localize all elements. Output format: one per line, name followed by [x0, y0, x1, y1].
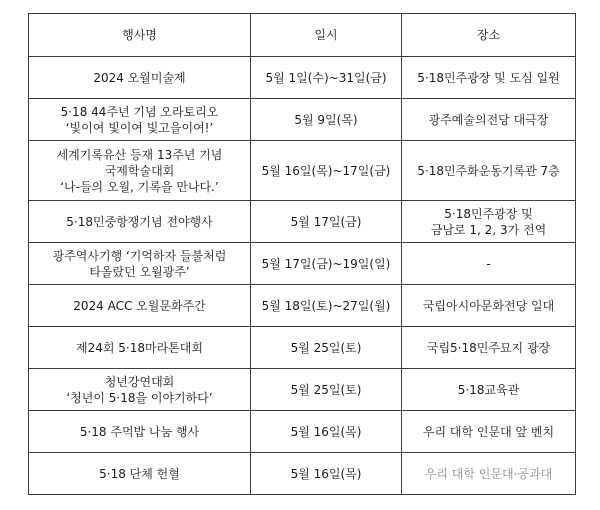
event-place-cell — [402, 327, 576, 369]
event-name-line: 5·18 44주년 기념 오라토리오 — [60, 104, 219, 119]
event-place-line: 광주예술의전당 대극장 — [428, 112, 549, 127]
table-row — [29, 411, 576, 453]
table-row — [29, 201, 576, 243]
table-header-row — [29, 14, 576, 57]
event-name-line: 2024 오월미술제 — [93, 70, 186, 85]
event-name-cell — [29, 57, 251, 99]
event-date-cell: 5월 16일(목)~17일(금) — [251, 141, 402, 201]
event-name-cell — [29, 141, 251, 201]
event-name-line: ‘청년이 5·18을 이야기하다’ — [66, 390, 213, 405]
event-place-cell — [402, 141, 576, 201]
event-name-line: 세계기록유산 등재 13주년 기념 — [56, 147, 223, 162]
event-place-line: 금남로 1, 2, 3가 전역 — [430, 222, 547, 237]
event-date-cell: 5월 18일(토)~27일(월) — [251, 285, 402, 327]
event-place-cell — [402, 99, 576, 141]
event-name-line: 타올랐던 오월광주’ — [89, 264, 190, 279]
event-date-cell: 5월 1일(수)~31일(금) — [251, 57, 402, 99]
event-name-cell — [29, 453, 251, 495]
header-place: 장소 — [402, 14, 576, 57]
table-row — [29, 99, 576, 141]
event-name-cell — [29, 327, 251, 369]
event-name-cell — [29, 201, 251, 243]
event-date-cell: 5월 17일(금) — [251, 201, 402, 243]
event-name-line: ‘빛이여 빛이여 빛고을이여!’ — [65, 120, 214, 135]
event-place-cell — [402, 369, 576, 411]
event-place-cell — [402, 453, 576, 495]
event-date-cell: 5월 16일(목) — [251, 453, 402, 495]
event-place-line: 5·18민주화운동기록관 7층 — [417, 163, 560, 178]
table-row — [29, 369, 576, 411]
table-body — [29, 57, 576, 495]
event-name-cell — [29, 285, 251, 327]
event-place-line: 우리 대학 인문대·공과대 — [424, 466, 553, 481]
event-date-cell: 5월 25일(토) — [251, 327, 402, 369]
table-row — [29, 57, 576, 99]
event-name-cell — [29, 243, 251, 285]
header-date: 일시 — [251, 14, 402, 57]
event-name-line: 광주역사기행 ‘기억하자 들불처럼 — [52, 248, 227, 263]
event-place-cell — [402, 285, 576, 327]
event-name-cell — [29, 99, 251, 141]
event-place-cell — [402, 57, 576, 99]
event-date-cell: 5월 25일(토) — [251, 369, 402, 411]
table-row — [29, 453, 576, 495]
event-name-line: 제24회 5·18마라톤대회 — [76, 340, 203, 355]
event-date-cell: 5월 9일(목) — [251, 99, 402, 141]
event-place-line: 5·18교육관 — [457, 382, 520, 397]
event-name-cell — [29, 369, 251, 411]
table-row — [29, 285, 576, 327]
events-table — [28, 13, 576, 495]
event-place-line: 우리 대학 인문대 앞 벤치 — [422, 424, 555, 439]
event-name-line: 2024 ACC 오월문화주간 — [73, 298, 206, 313]
event-name-line: 5·18 단체 헌혈 — [99, 466, 180, 481]
event-place-line: 5·18민주광장 및 도심 일원 — [417, 70, 560, 85]
event-name-line: 청년강연대회 — [104, 374, 175, 389]
event-place-cell — [402, 201, 576, 243]
event-name-line: ‘나-들의 오월, 기록을 만나다.’ — [60, 179, 219, 194]
event-date-cell: 5월 17일(금)~19일(일) — [251, 243, 402, 285]
event-date-cell: 5월 16일(목) — [251, 411, 402, 453]
event-place-cell — [402, 243, 576, 285]
event-place-line: - — [486, 256, 491, 271]
table-row — [29, 141, 576, 201]
event-place-line: 국립아시아문화전당 일대 — [422, 298, 555, 313]
header-event-name: 행사명 — [29, 14, 251, 57]
event-place-line: 5·18민주광장 및 — [444, 206, 533, 221]
event-place-line: 국립5·18민주묘지 광장 — [426, 340, 551, 355]
event-place-cell — [402, 411, 576, 453]
table-row — [29, 327, 576, 369]
event-name-line: 5·18 주먹밥 나눔 행사 — [79, 424, 200, 439]
event-name-line: 국제학술대회 — [104, 163, 175, 178]
event-name-cell — [29, 411, 251, 453]
event-name-line: 5·18민중항쟁기념 전야행사 — [66, 214, 213, 229]
table-row — [29, 243, 576, 285]
